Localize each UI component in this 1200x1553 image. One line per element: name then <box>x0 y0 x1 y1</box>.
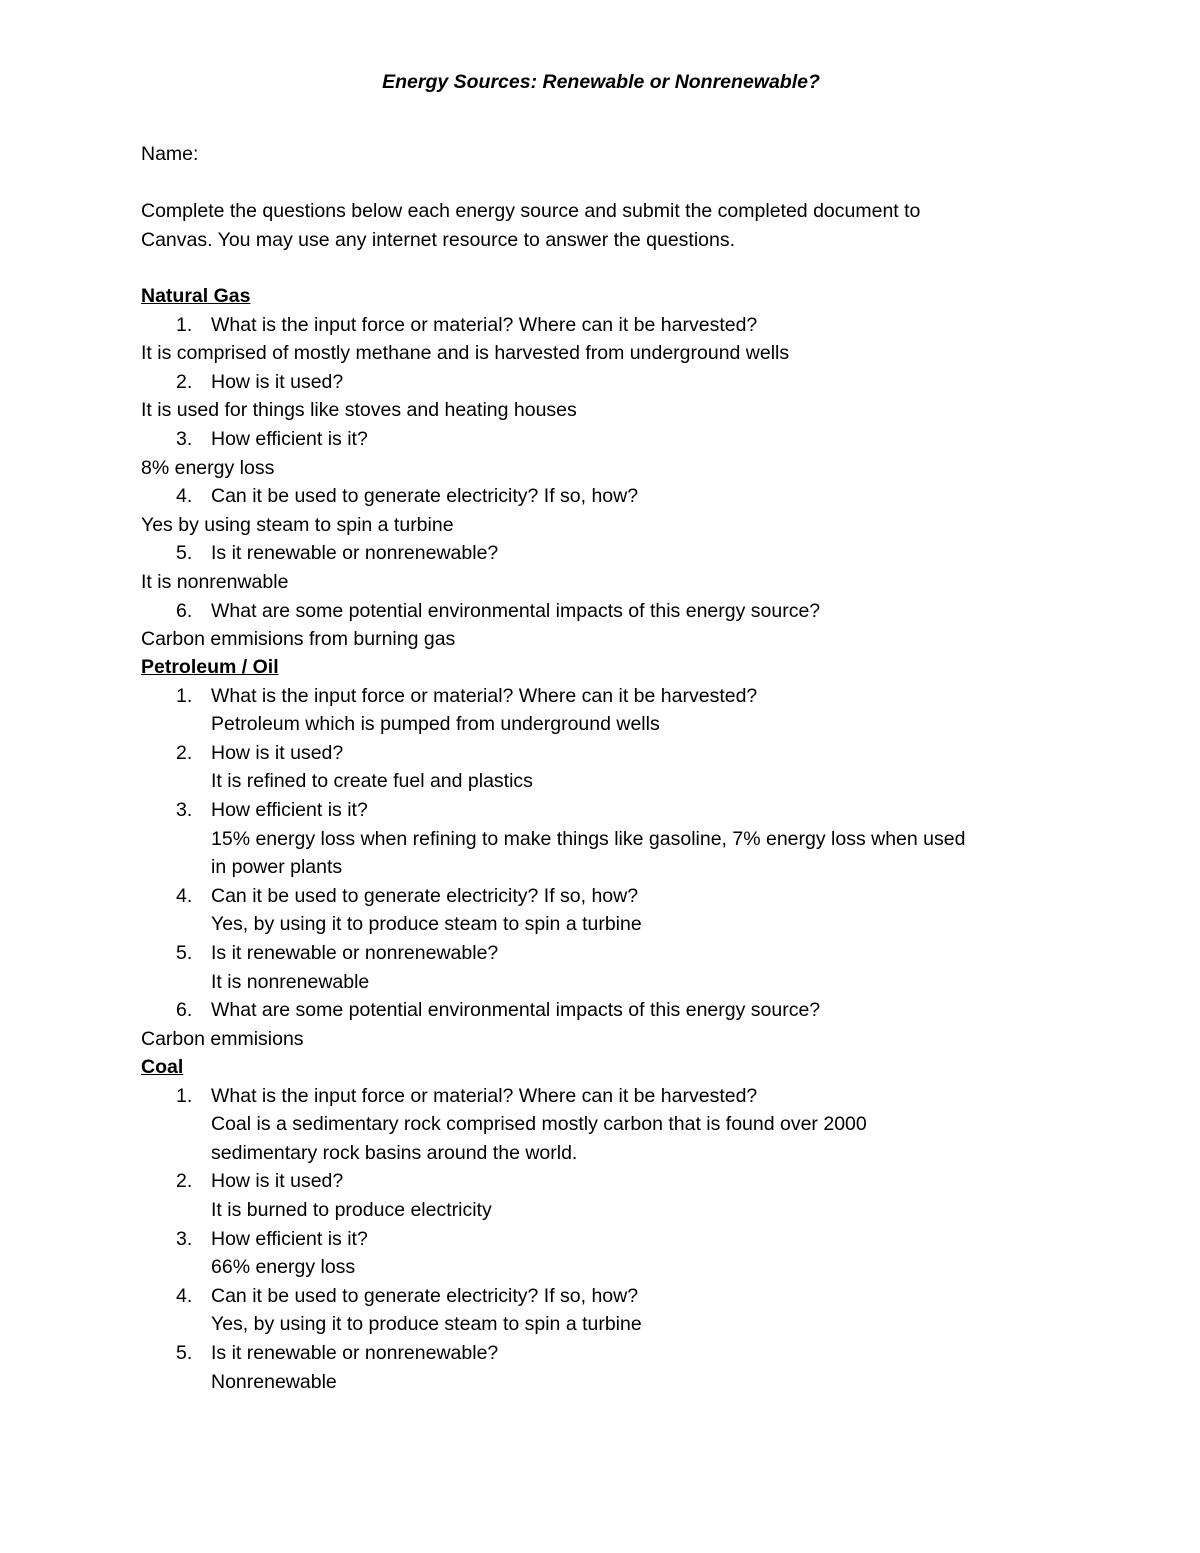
answer-text: It is used for things like stoves and heating houses <box>141 399 577 422</box>
question-number: 5. <box>176 941 193 964</box>
question-item <box>141 368 1061 397</box>
answer-text: 66% energy loss <box>211 1256 356 1279</box>
question-text: Is it renewable or nonrenewable? <box>211 941 499 964</box>
question-item <box>141 597 1061 626</box>
question-number: 5. <box>176 1341 193 1364</box>
answer-text: It is nonrenwable <box>141 570 289 593</box>
answer-text: Petroleum which is pumped from underground wells <box>211 713 660 736</box>
answer-text: Nonrenewable <box>211 1370 337 1393</box>
answer-text: It is comprised of mostly methane and is harvested from underground wells <box>141 342 790 365</box>
question-item <box>141 1339 1061 1368</box>
question-text: What is the input force or material? Where can it be harvested? <box>211 684 758 707</box>
section-natural-gas <box>141 282 1061 654</box>
question-number: 6. <box>176 999 193 1022</box>
question-number: 3. <box>176 1227 193 1250</box>
section-heading: Petroleum / Oil <box>141 656 279 678</box>
question-number: 1. <box>176 1084 193 1107</box>
answer-text: Carbon emmisions from burning gas <box>141 628 456 651</box>
question-text: How efficient is it? <box>211 427 368 450</box>
question-item <box>141 1282 1061 1311</box>
question-number: 4. <box>176 1284 193 1307</box>
question-text: How is it used? <box>211 1170 344 1193</box>
question-item <box>141 739 1061 768</box>
question-text: How is it used? <box>211 741 344 764</box>
question-item <box>141 1225 1061 1254</box>
instructions-block <box>141 197 1061 254</box>
answer-text: It is nonrenewable <box>211 970 370 993</box>
question-text: Is it renewable or nonrenewable? <box>211 1341 499 1364</box>
answer-text: It is refined to create fuel and plastics <box>211 770 533 793</box>
answer-text: Carbon emmisions <box>141 1027 304 1050</box>
question-item <box>141 796 1061 825</box>
answer-text: It is burned to produce electricity <box>211 1198 492 1221</box>
question-text: What are some potential environmental impacts of this energy source? <box>211 599 821 622</box>
question-number: 2. <box>176 1170 193 1193</box>
question-text: How efficient is it? <box>211 1227 368 1250</box>
section-coal <box>141 1053 1061 1396</box>
question-number: 5. <box>176 542 193 565</box>
question-item <box>141 996 1061 1025</box>
question-text: What is the input force or material? Where can it be harvested? <box>211 313 758 336</box>
question-item <box>141 425 1061 454</box>
question-text: What is the input force or material? Where can it be harvested? <box>211 1084 758 1107</box>
instructions-line-2: Canvas. You may use any internet resource to answer the questions. <box>141 228 736 251</box>
question-text: Can it be used to generate electricity? If so, how? <box>211 485 639 508</box>
answer-text: in power plants <box>211 856 343 879</box>
question-text: Can it be used to generate electricity? If so, how? <box>211 884 639 907</box>
question-text: Can it be used to generate electricity? If so, how? <box>211 1284 639 1307</box>
answer-text: 8% energy loss <box>141 456 275 479</box>
question-text: What are some potential environmental impacts of this energy source? <box>211 999 821 1022</box>
question-number: 4. <box>176 485 193 508</box>
question-text: Is it renewable or nonrenewable? <box>211 542 499 565</box>
question-number: 2. <box>176 370 193 393</box>
question-number: 3. <box>176 427 193 450</box>
answer-text: 15% energy loss when refining to make things like gasoline, 7% energy loss when used <box>211 827 966 850</box>
document-title: Energy Sources: Renewable or Nonrenewable? <box>382 71 820 93</box>
question-item <box>141 1167 1061 1196</box>
question-number: 2. <box>176 741 193 764</box>
question-number: 6. <box>176 599 193 622</box>
question-item <box>141 1082 1061 1111</box>
answer-text: Coal is a sedimentary rock comprised mostly carbon that is found over 2000 <box>211 1113 867 1136</box>
instructions-line-1: Complete the questions below each energy source and submit the completed document to <box>141 200 921 222</box>
title-block <box>141 68 1061 97</box>
question-item <box>141 882 1061 911</box>
section-heading: Coal <box>141 1056 184 1078</box>
question-item <box>141 939 1061 968</box>
question-number: 1. <box>176 684 193 707</box>
question-item <box>141 311 1061 340</box>
section-heading: Natural Gas <box>141 285 251 307</box>
answer-text: Yes, by using it to produce steam to spin a turbine <box>211 913 642 936</box>
section-petroleum-oil <box>141 653 1061 1053</box>
answer-text: Yes, by using it to produce steam to spin a turbine <box>211 1313 642 1336</box>
question-number: 1. <box>176 313 193 336</box>
question-item <box>141 539 1061 568</box>
answer-text: sedimentary rock basins around the world. <box>211 1141 578 1164</box>
question-number: 3. <box>176 798 193 821</box>
question-item <box>141 482 1061 511</box>
name-block <box>141 140 1061 169</box>
question-text: How is it used? <box>211 370 344 393</box>
name-label: Name: <box>141 143 199 165</box>
question-item <box>141 682 1061 711</box>
answer-text: Yes by using steam to spin a turbine <box>141 513 454 536</box>
question-number: 4. <box>176 884 193 907</box>
question-text: How efficient is it? <box>211 798 368 821</box>
